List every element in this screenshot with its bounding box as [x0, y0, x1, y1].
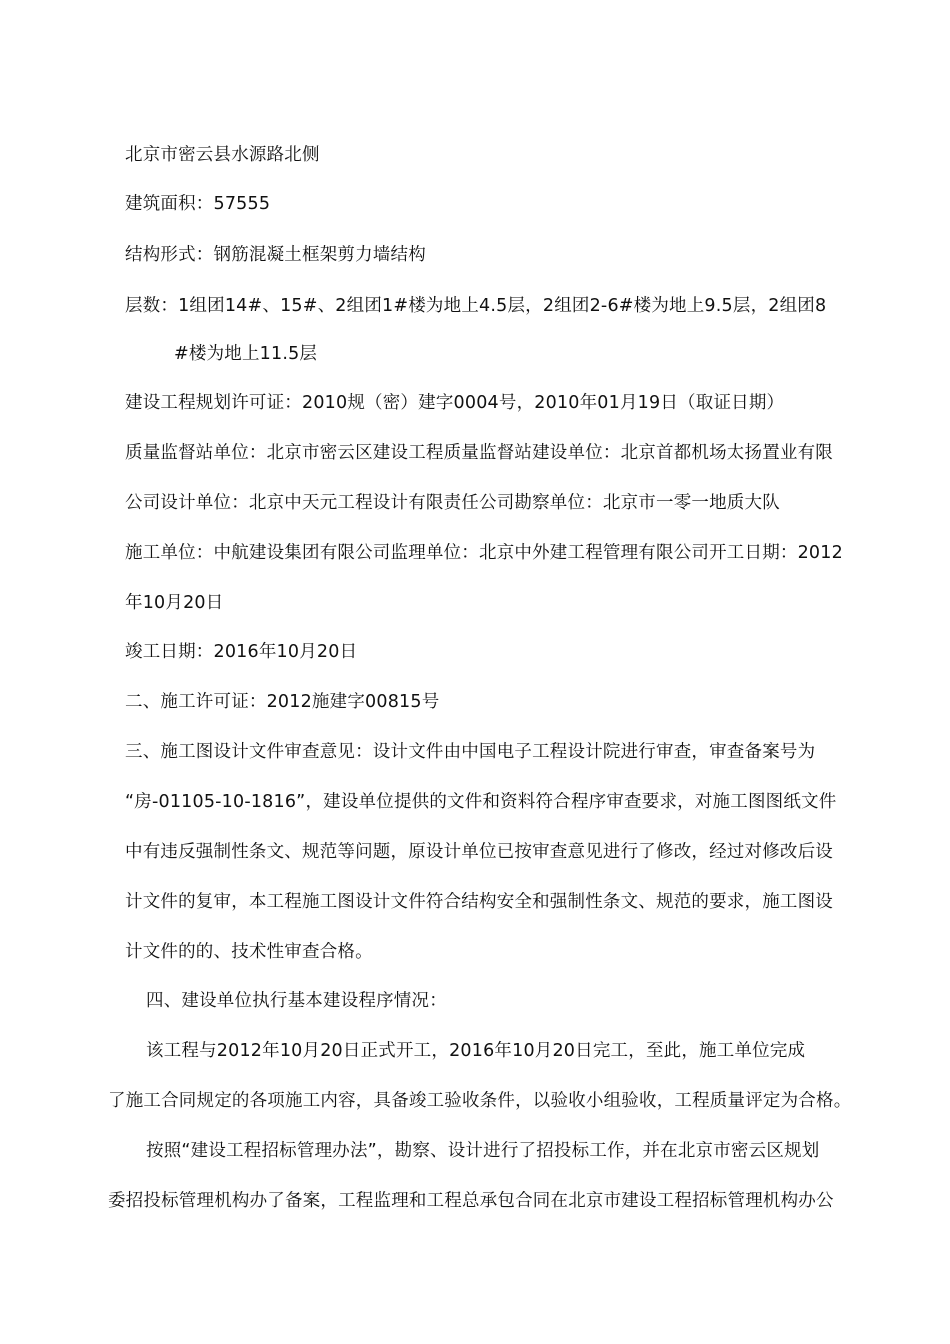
text-line-building-area: 建筑面积：57555 — [125, 194, 271, 214]
text-line-completion-date: 竣工日期：2016年10月20日 — [125, 642, 358, 662]
text-line-construction-permit: 二、施工许可证：2012施建字00815号 — [125, 692, 440, 712]
text-line-location: 北京市密云县水源路北侧 — [125, 145, 320, 165]
text-line-review-opinion-2: “房-01105-10-1816”，建设单位提供的文件和资料符合程序审查要求，对施工图图纸文件 — [125, 792, 837, 812]
text-line-paragraph-2-cont: 委招投标管理机构办了备案，工程监理和工程总承包合同在北京市建设工程招标管理机构办公 — [108, 1191, 834, 1211]
text-line-start-date-cont: 年10月20日 — [125, 593, 224, 613]
text-line-planning-permit: 建设工程规划许可证：2010规（密）建字0004号，2010年01月19日（取证日期） — [125, 393, 785, 413]
text-line-paragraph-1: 该工程与2012年10月20日正式开工，2016年10月20日完工，至此，施工单位完成 — [146, 1041, 806, 1061]
text-line-review-opinion: 三、施工图设计文件审查意见：设计文件由中国电子工程设计院进行审查，审查备案号为 — [125, 742, 816, 762]
text-line-paragraph-2: 按照“建设工程招标管理办法”，勘察、设计进行了招投标工作，并在北京市密云区规划 — [146, 1141, 820, 1161]
text-line-review-opinion-3: 中有违反强制性条文、规范等问题，原设计单位已按审查意见进行了修改，经过对修改后设 — [125, 842, 833, 862]
text-line-paragraph-1-cont: 了施工合同规定的各项施工内容，具备竣工验收条件，以验收小组验收，工程质量评定为合格。 — [108, 1091, 852, 1111]
text-line-quality-station: 质量监督站单位：北京市密云区建设工程质量监督站建设单位：北京首都机场太扬置业有限 — [125, 443, 833, 463]
text-line-construction-unit: 施工单位：中航建设集团有限公司监理单位：北京中外建工程管理有限公司开工日期：2012 — [125, 543, 843, 563]
section-heading-procedures: 四、建设单位执行基本建设程序情况： — [146, 991, 447, 1011]
text-line-review-opinion-5: 计文件的的、技术性审查合格。 — [125, 942, 373, 962]
text-line-review-opinion-4: 计文件的复审，本工程施工图设计文件符合结构安全和强制性条文、规范的要求，施工图设 — [125, 892, 833, 912]
text-line-design-unit: 公司设计单位：北京中天元工程设计有限责任公司勘察单位：北京市一零一地质大队 — [125, 493, 780, 513]
text-line-structure-type: 结构形式：钢筋混凝土框架剪力墙结构 — [125, 245, 426, 265]
text-line-floors: 层数：1组团14#、15#、2组团1#楼为地上4.5层，2组团2-6#楼为地上9.5层，2组团8 — [125, 296, 827, 316]
text-line-floors-cont: #楼为地上11.5层 — [174, 344, 318, 364]
